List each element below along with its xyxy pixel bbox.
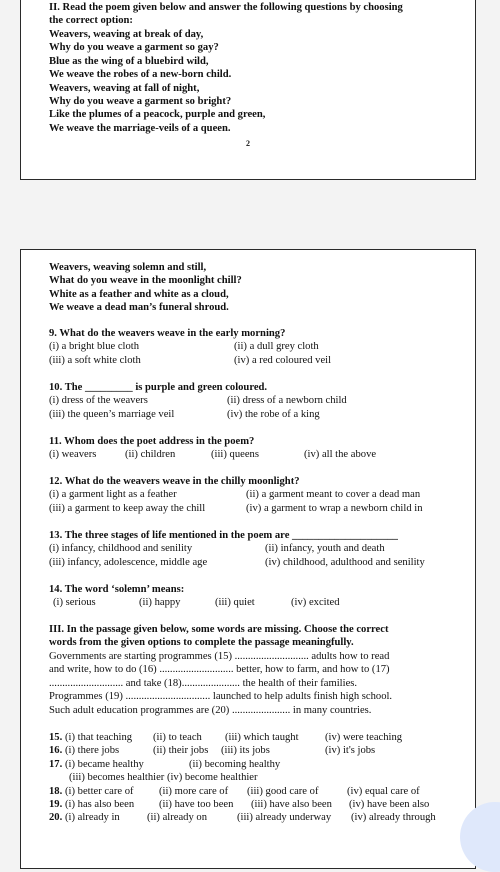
option[interactable]: (i) weavers (49, 449, 97, 461)
question-text: 9. What do the weavers weave in the early morning? (49, 328, 286, 339)
poem-line: Blue as the wing of a bluebird wild, (49, 55, 209, 67)
option[interactable]: (iii) queens (211, 449, 259, 461)
option[interactable]: (ii) infancy, youth and death (265, 543, 385, 555)
option[interactable]: (i) has also been (65, 798, 135, 810)
question-15 (49, 731, 464, 744)
poem-line: Like the plumes of a peacock, purple and green, (49, 109, 266, 121)
heading-line: words from the given options to complete the passage meaningfully. (49, 637, 354, 649)
section-3-heading (49, 623, 464, 650)
option[interactable]: (ii) becoming healthy (189, 758, 281, 770)
poem-line: White as a feather and white as a cloud, (49, 288, 229, 300)
question-12 (49, 475, 464, 515)
option[interactable]: (iv) were teaching (325, 732, 403, 743)
question-number: 19. (49, 798, 63, 810)
option[interactable]: (iv) all the above (304, 449, 377, 461)
section-2-heading (49, 1, 464, 28)
poem-line: We weave the robes of a new-born child. (49, 69, 232, 81)
page-1 (20, 0, 476, 180)
page-number: 2 (246, 139, 250, 148)
question-text: 14. The word ‘solemn’ means: (49, 584, 185, 595)
option[interactable]: (ii) to teach (153, 732, 202, 743)
option[interactable]: (iv) already through (351, 812, 436, 824)
question-9 (49, 327, 464, 367)
poem-line: Why do you weave a garment so gay? (49, 42, 219, 54)
question-number: 18. (49, 785, 63, 797)
question-number: 20. (49, 812, 63, 824)
question-17 (49, 758, 464, 771)
option[interactable]: (iv) the robe of a king (227, 408, 320, 420)
option[interactable]: (ii) children (125, 449, 176, 461)
poem-line: We weave a dead man’s funeral shroud. (49, 302, 229, 314)
option[interactable]: (iv) a red coloured veil (234, 354, 332, 366)
option[interactable]: (iii) already underway (237, 812, 332, 824)
gap-fill-options (49, 731, 464, 825)
question-number: 16. (49, 745, 63, 757)
option[interactable]: (iii) the queen’s marriage veil (49, 408, 175, 420)
passage-line: Such adult education programmes are (20) ...................... in many countries. (49, 704, 372, 716)
option[interactable]: (ii) a garment meant to cover a dead man (246, 489, 421, 501)
option[interactable]: (i) there jobs (65, 745, 120, 757)
poem-stanza (49, 28, 464, 135)
heading-line: II. Read the poem given below and answer the following questions by choosing (49, 2, 403, 13)
poem-line: What do you weave in the moonlight chill? (49, 275, 242, 287)
question-13 (49, 529, 464, 569)
passage (49, 650, 464, 717)
option[interactable]: (ii) have too been (159, 798, 234, 810)
option[interactable]: (iv) excited (291, 597, 340, 609)
option[interactable]: (iii) a soft white cloth (49, 354, 141, 366)
option[interactable]: (ii) already on (147, 812, 208, 824)
question-20 (49, 811, 464, 824)
option[interactable]: (ii) more care of (159, 785, 229, 797)
option[interactable]: (ii) dress of a newborn child (227, 395, 347, 407)
question-17-continued (49, 771, 464, 784)
option[interactable]: (ii) happy (139, 597, 181, 609)
passage-line: Programmes (19) ................................ launched to help adults finish high school. (49, 691, 393, 703)
option[interactable]: (iv) have been also (349, 798, 430, 810)
option[interactable]: (i) became healthy (65, 758, 144, 770)
page-2 (20, 249, 476, 869)
option[interactable]: (iii) a garment to keep away the chill (49, 502, 206, 514)
question-number: 15. (49, 732, 63, 743)
poem-line: Weavers, weaving at fall of night, (49, 82, 200, 94)
option[interactable]: (iii) quiet (215, 597, 255, 609)
question-18 (49, 785, 464, 798)
passage-line: Governments are starting programmes (15) ............................ adults how to read (49, 651, 390, 662)
question-text: 10. The _________ is purple and green coloured. (49, 382, 268, 393)
option[interactable]: (iii) which taught (225, 732, 299, 743)
question-19 (49, 798, 464, 811)
poem-stanza (49, 261, 464, 315)
option[interactable]: (iv) a garment to wrap a newborn child in (246, 502, 423, 514)
question-14 (49, 583, 464, 610)
poem-line: Weavers, weaving at break of day, (49, 29, 204, 40)
passage-line: and write, how to do (16) ............................ better, how to farm, and how to (17) (49, 664, 390, 676)
poem-line: Weavers, weaving solemn and still, (49, 262, 207, 273)
option[interactable]: (iii) have also been (251, 798, 332, 810)
option[interactable]: (i) infancy, childhood and senility (49, 543, 193, 555)
option[interactable]: (i) better care of (65, 785, 134, 797)
question-11 (49, 435, 464, 462)
option[interactable]: (i) that teaching (65, 732, 133, 743)
option[interactable]: (i) a garment light as a feather (49, 489, 177, 501)
option[interactable]: (i) dress of the weavers (49, 395, 148, 407)
option[interactable]: (iv) equal care of (347, 785, 420, 797)
heading-line: the correct option: (49, 15, 133, 27)
question-text: 12. What do the weavers weave in the chilly moonlight? (49, 476, 300, 487)
question-text: 13. The three stages of life mentioned in the poem are ____________________ (49, 530, 398, 541)
option[interactable]: (i) a bright blue cloth (49, 341, 140, 353)
option[interactable]: (iii) good care of (247, 785, 319, 797)
option[interactable]: (iv) it's jobs (325, 745, 376, 757)
option[interactable]: (iii) its jobs (221, 745, 270, 757)
option[interactable]: (iii) infancy, adolescence, middle age (49, 556, 208, 568)
option[interactable]: (ii) a dull grey cloth (234, 341, 319, 353)
option[interactable]: (i) serious (53, 597, 96, 609)
option[interactable]: (iii) becomes healthier (iv) become healthier (69, 772, 258, 784)
question-10 (49, 381, 464, 421)
question-number: 17. (49, 758, 63, 770)
heading-line: III. In the passage given below, some words are missing. Choose the correct (49, 624, 389, 635)
option[interactable]: (ii) their jobs (153, 745, 209, 757)
question-text: 11. Whom does the poet address in the poem? (49, 436, 255, 447)
poem-line: Why do you weave a garment so bright? (49, 96, 232, 108)
option[interactable]: (i) already in (65, 812, 120, 824)
option[interactable]: (iv) childhood, adulthood and senility (265, 556, 425, 568)
passage-line: ............................ and take (18)...................... the health of their families. (49, 677, 358, 689)
question-16 (49, 744, 464, 757)
poem-line: We weave the marriage-veils of a queen. (49, 122, 231, 134)
